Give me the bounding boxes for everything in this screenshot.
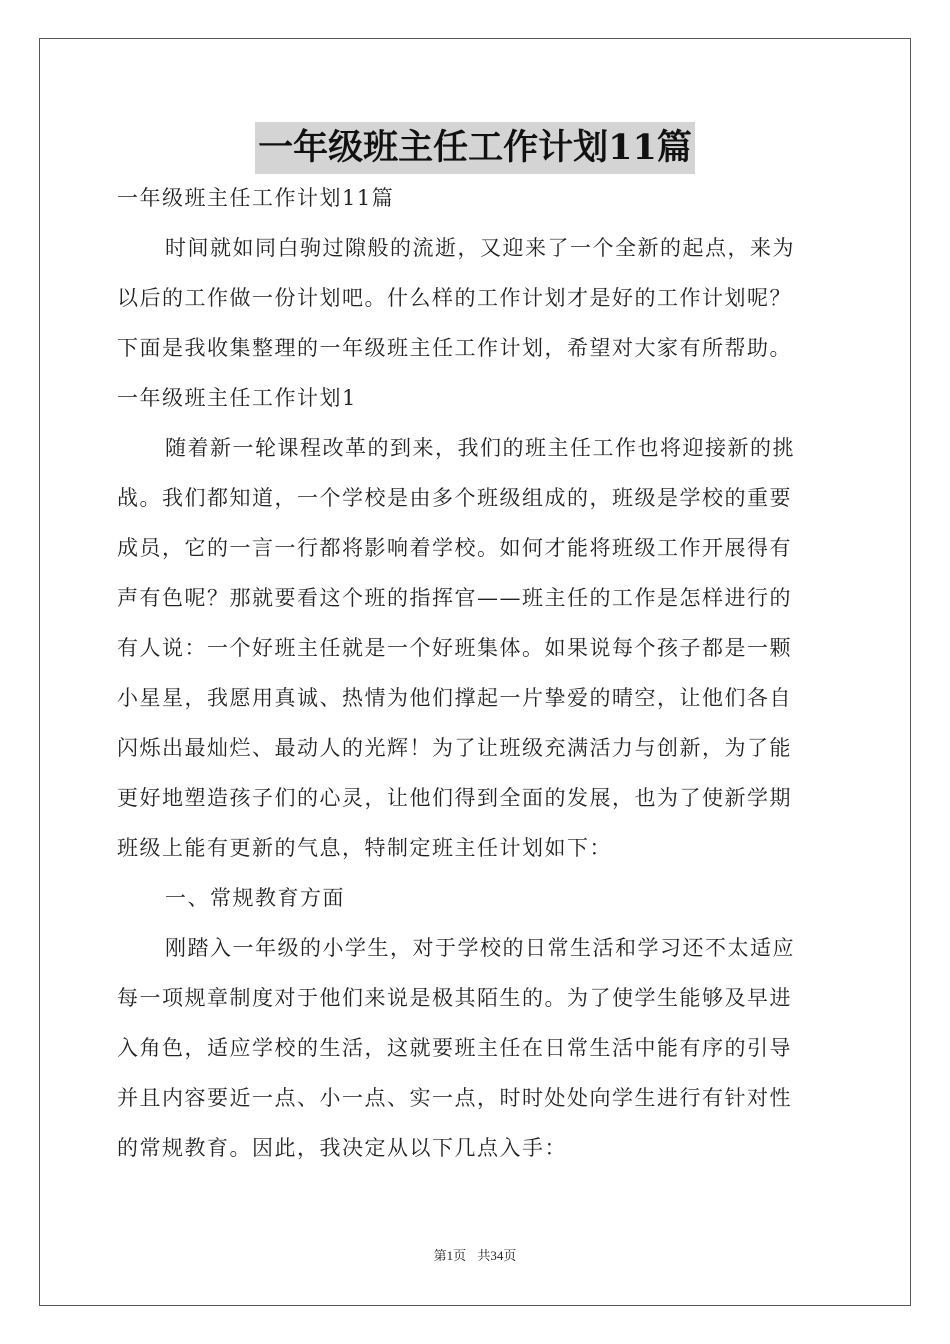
- paragraph-line: 时间就如同白驹过隙般的流逝，又迎来了一个全新的起点，来为: [165, 236, 795, 260]
- paragraph-line: 刚踏入一年级的小学生，对于学校的日常生活和学习还不太适应: [165, 936, 795, 960]
- page-number: 第1页: [433, 1248, 467, 1263]
- paragraph-line: 并且内容要近一点、小一点、实一点，时时处处向学生进行有针对性: [117, 1086, 792, 1110]
- paragraph-line: 有人说：一个好班主任就是一个好班集体。如果说每个孩子都是一颗: [117, 636, 792, 660]
- subtitle-line: 一年级班主任工作计划11篇: [117, 186, 395, 210]
- paragraph-line: 声有色呢？那就要看这个班的指挥官——班主任的工作是怎样进行的: [117, 586, 792, 610]
- section-heading: 一年级班主任工作计划1: [117, 386, 357, 410]
- page-footer: [0, 1246, 950, 1266]
- document-title: 一年级班主任工作计划11篇: [255, 122, 695, 174]
- paragraph-line: 每一项规章制度对于他们来说是极其陌生的。为了使学生能够及早进: [117, 986, 792, 1010]
- paragraph-line: 闪烁出最灿烂、最动人的光辉！为了让班级充满活力与创新，为了能: [117, 736, 792, 760]
- paragraph-line: 入角色，适应学校的生活，这就要班主任在日常生活中能有序的引导: [117, 1036, 792, 1060]
- paragraph-line: 班级上能有更新的气息，特制定班主任计划如下：: [117, 836, 612, 860]
- paragraph-line: 的常规教育。因此，我决定从以下几点入手：: [117, 1136, 567, 1160]
- paragraph-line: 小星星，我愿用真诚、热情为他们撑起一片挚爱的晴空，让他们各自: [117, 686, 792, 710]
- paragraph-line: 随着新一轮课程改革的到来，我们的班主任工作也将迎接新的挑: [165, 436, 795, 460]
- paragraph-line: 以后的工作做一份计划吧。什么样的工作计划才是好的工作计划呢？: [117, 286, 792, 310]
- subsection-heading: 一、常规教育方面: [165, 886, 345, 910]
- paragraph-line: 战。我们都知道，一个学校是由多个班级组成的，班级是学校的重要: [117, 486, 792, 510]
- total-pages: 共34页: [477, 1248, 517, 1263]
- paragraph-line: 更好地塑造孩子们的心灵，让他们得到全面的发展，也为了使新学期: [117, 786, 792, 810]
- paragraph-line: 下面是我收集整理的一年级班主任工作计划，希望对大家有所帮助。: [117, 336, 792, 360]
- paragraph-line: 成员，它的一言一行都将影响着学校。如何才能将班级工作开展得有: [117, 536, 792, 560]
- page-border: [39, 38, 911, 1306]
- title-container: [0, 122, 950, 174]
